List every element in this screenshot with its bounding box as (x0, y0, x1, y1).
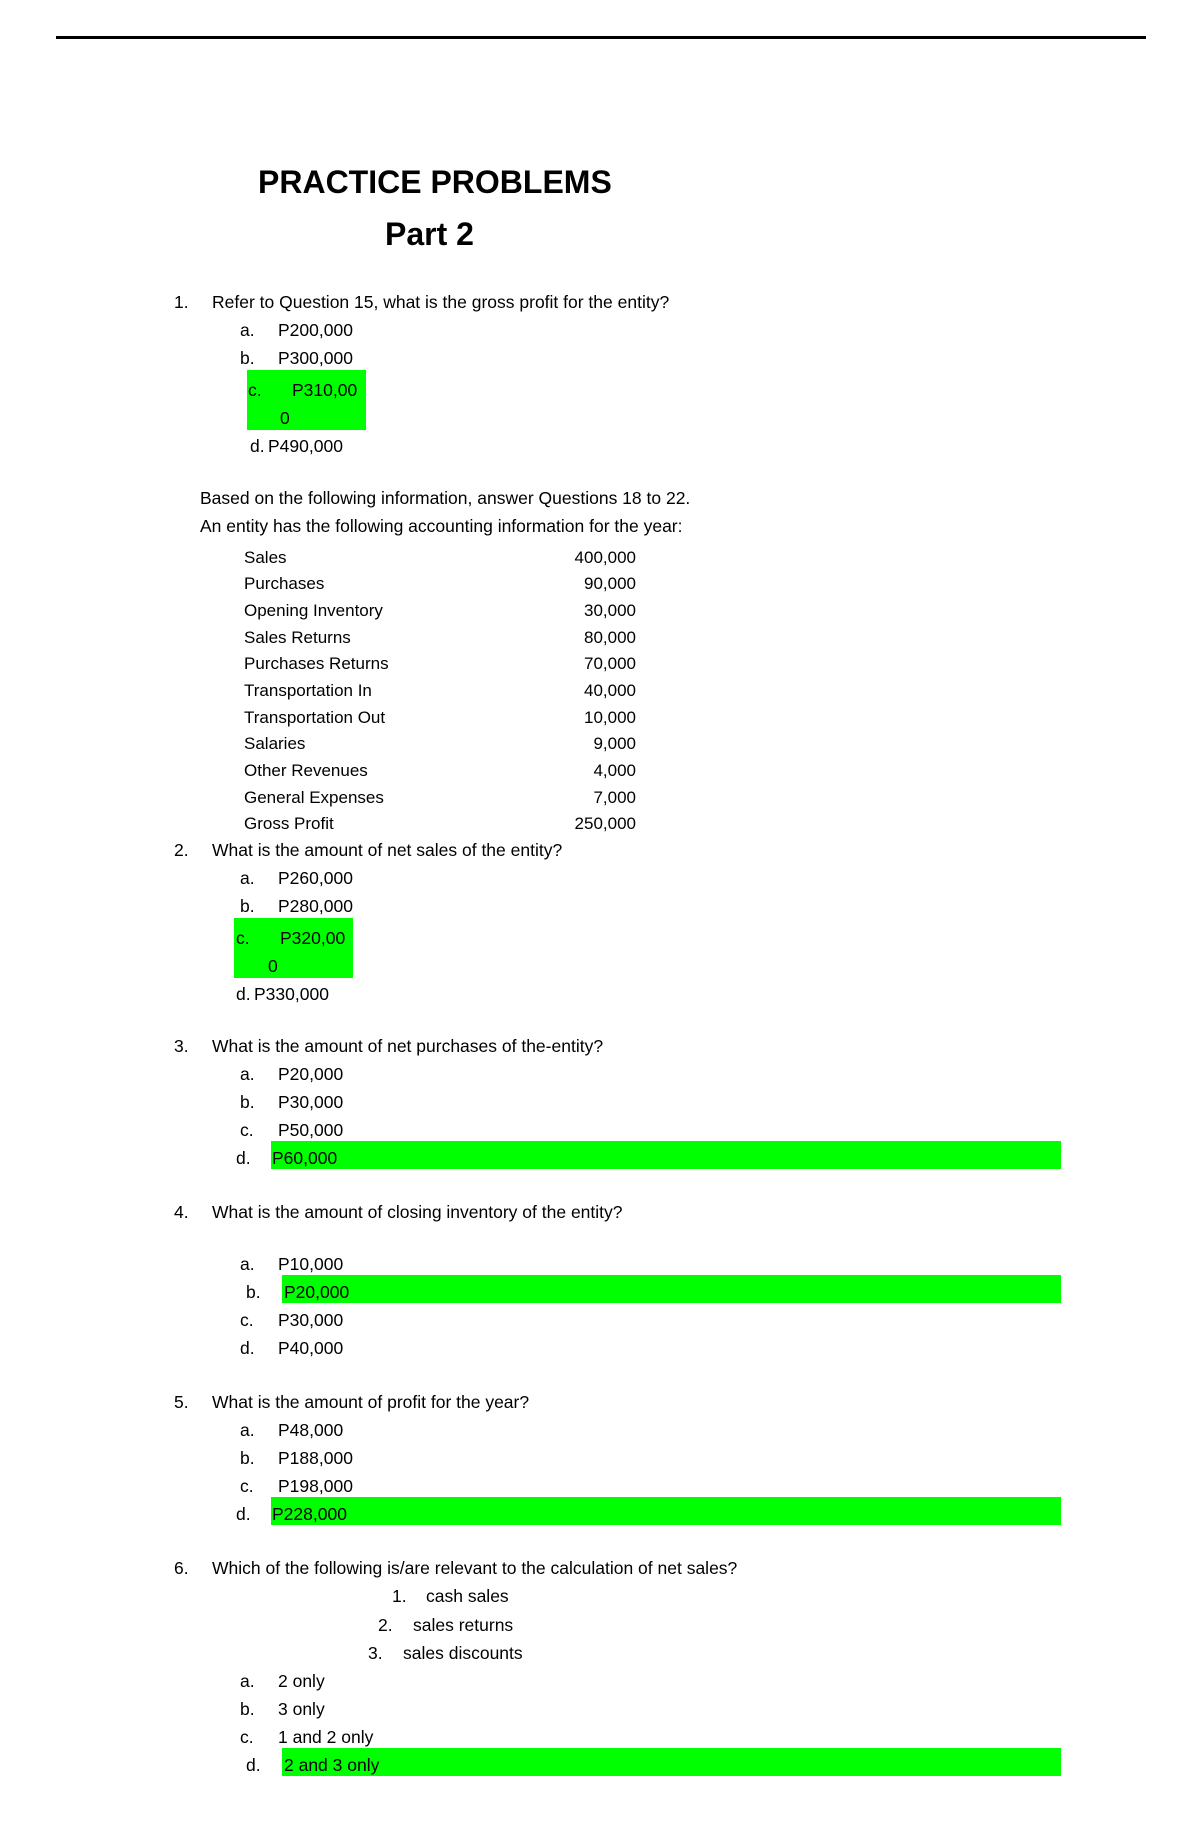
table-row-value: 10,000 (584, 708, 636, 727)
q5-option-b-letter: b. (240, 1448, 255, 1468)
q6-number: 6. (174, 1558, 189, 1578)
q5-text: What is the amount of profit for the year? (212, 1392, 530, 1412)
q2-option-b: P280,000 (278, 896, 353, 916)
q1-option-c-letter: c. (248, 380, 262, 400)
q4-option-a-letter: a. (240, 1254, 255, 1274)
table-row-label: Purchases (244, 574, 325, 593)
q4-option-b-letter: b. (246, 1282, 261, 1302)
table-row-value: 40,000 (584, 681, 636, 700)
q6-option-a-letter: a. (240, 1671, 255, 1691)
table-row-value: 250,000 (574, 814, 636, 833)
q1-option-a: P200,000 (278, 320, 353, 340)
q5-option-a: P48,000 (278, 1420, 344, 1440)
q6-item-1: cash sales (426, 1586, 509, 1606)
q6-answer-highlight (282, 1748, 1061, 1776)
q4-option-c: P30,000 (278, 1310, 344, 1330)
q6-item-2: sales returns (413, 1615, 514, 1635)
table-row-label: Purchases Returns (244, 654, 389, 673)
q5-option-c-letter: c. (240, 1476, 254, 1496)
q6-option-d-letter: d. (246, 1755, 261, 1775)
table-row-value: 90,000 (584, 574, 636, 593)
q2-option-c-wrap: 0 (268, 956, 278, 976)
q2-option-b-letter: b. (240, 896, 255, 916)
q6-item-2-number: 2. (378, 1615, 393, 1635)
table-row-label: Transportation In (244, 681, 372, 700)
q6-option-b: 3 only (278, 1699, 325, 1719)
q5-option-d: P228,000 (272, 1504, 347, 1524)
q2-option-c-letter: c. (236, 928, 250, 948)
q4-number: 4. (174, 1202, 189, 1222)
q6-option-d: 2 and 3 only (284, 1755, 380, 1775)
q1-number: 1. (174, 292, 189, 312)
table-row-value: 70,000 (584, 654, 636, 673)
q3-option-b-letter: b. (240, 1092, 255, 1112)
q4-option-b: P20,000 (284, 1282, 350, 1302)
q2-option-a-letter: a. (240, 868, 255, 888)
title-line-2: Part 2 (385, 216, 474, 252)
q1-option-b-letter: b. (240, 348, 255, 368)
q6-text: Which of the following is/are relevant to the calculation of net sales? (212, 1558, 738, 1578)
q6-option-c-letter: c. (240, 1727, 254, 1747)
q2-option-a: P260,000 (278, 868, 353, 888)
q4-option-d: P40,000 (278, 1338, 344, 1358)
q6-option-b-letter: b. (240, 1699, 255, 1719)
table-row-value: 400,000 (574, 548, 636, 567)
table-row-label: Transportation Out (244, 708, 386, 727)
q1-option-c-wrap: 0 (280, 408, 290, 428)
q3-option-d-letter: d. (236, 1148, 251, 1168)
table-row-label: Other Revenues (244, 761, 368, 780)
q2-option-c: P320,00 (280, 928, 346, 948)
q4-option-a: P10,000 (278, 1254, 344, 1274)
q6-option-a: 2 only (278, 1671, 325, 1691)
table-row-label: Sales Returns (244, 628, 351, 647)
q3-number: 3. (174, 1036, 189, 1056)
q3-option-b: P30,000 (278, 1092, 344, 1112)
q1-option-b: P300,000 (278, 348, 353, 368)
table-row-label: General Expenses (244, 788, 384, 807)
q4-text: What is the amount of closing inventory of the entity? (212, 1202, 623, 1222)
q2-number: 2. (174, 840, 189, 860)
q4-option-d-letter: d. (240, 1338, 255, 1358)
table-row-label: Sales (244, 548, 287, 567)
q3-answer-highlight (271, 1141, 1061, 1169)
q3-option-c-letter: c. (240, 1120, 254, 1140)
q1-text: Refer to Question 15, what is the gross profit for the entity? (212, 292, 670, 312)
table-row-label: Opening Inventory (244, 601, 383, 620)
q6-item-3: sales discounts (403, 1643, 523, 1663)
q5-option-d-letter: d. (236, 1504, 251, 1524)
table-row-value: 7,000 (593, 788, 636, 807)
info-line-1: Based on the following information, answer Questions 18 to 22. (200, 488, 691, 508)
q3-option-a-letter: a. (240, 1064, 255, 1084)
table-row-label: Salaries (244, 734, 306, 753)
q4-answer-highlight (282, 1275, 1061, 1303)
q6-item-1-number: 1. (392, 1586, 407, 1606)
q1-option-a-letter: a. (240, 320, 255, 340)
table-row-label: Gross Profit (244, 814, 334, 833)
q1-option-c: P310,00 (292, 380, 358, 400)
q2-option-d: P330,000 (254, 984, 329, 1004)
table-row-value: 4,000 (593, 761, 636, 780)
q5-option-a-letter: a. (240, 1420, 255, 1440)
q1-option-d-letter: d. (250, 436, 265, 456)
q5-answer-highlight (271, 1497, 1061, 1525)
q4-option-c-letter: c. (240, 1310, 254, 1330)
q5-option-b: P188,000 (278, 1448, 353, 1468)
q6-option-c: 1 and 2 only (278, 1727, 374, 1747)
header-rule (56, 36, 1146, 39)
q5-number: 5. (174, 1392, 189, 1412)
q5-option-c: P198,000 (278, 1476, 353, 1496)
q2-option-d-letter: d. (236, 984, 251, 1004)
q3-option-a: P20,000 (278, 1064, 344, 1084)
q3-option-c: P50,000 (278, 1120, 344, 1140)
table-row-value: 80,000 (584, 628, 636, 647)
q1-option-d: P490,000 (268, 436, 343, 456)
table-row-value: 9,000 (593, 734, 636, 753)
q2-text: What is the amount of net sales of the entity? (212, 840, 563, 860)
q6-item-3-number: 3. (368, 1643, 383, 1663)
title-line-1: PRACTICE PROBLEMS (258, 164, 612, 200)
q3-option-d: P60,000 (272, 1148, 338, 1168)
table-row-value: 30,000 (584, 601, 636, 620)
info-line-2: An entity has the following accounting information for the year: (200, 516, 683, 536)
q3-text: What is the amount of net purchases of the-entity? (212, 1036, 604, 1056)
